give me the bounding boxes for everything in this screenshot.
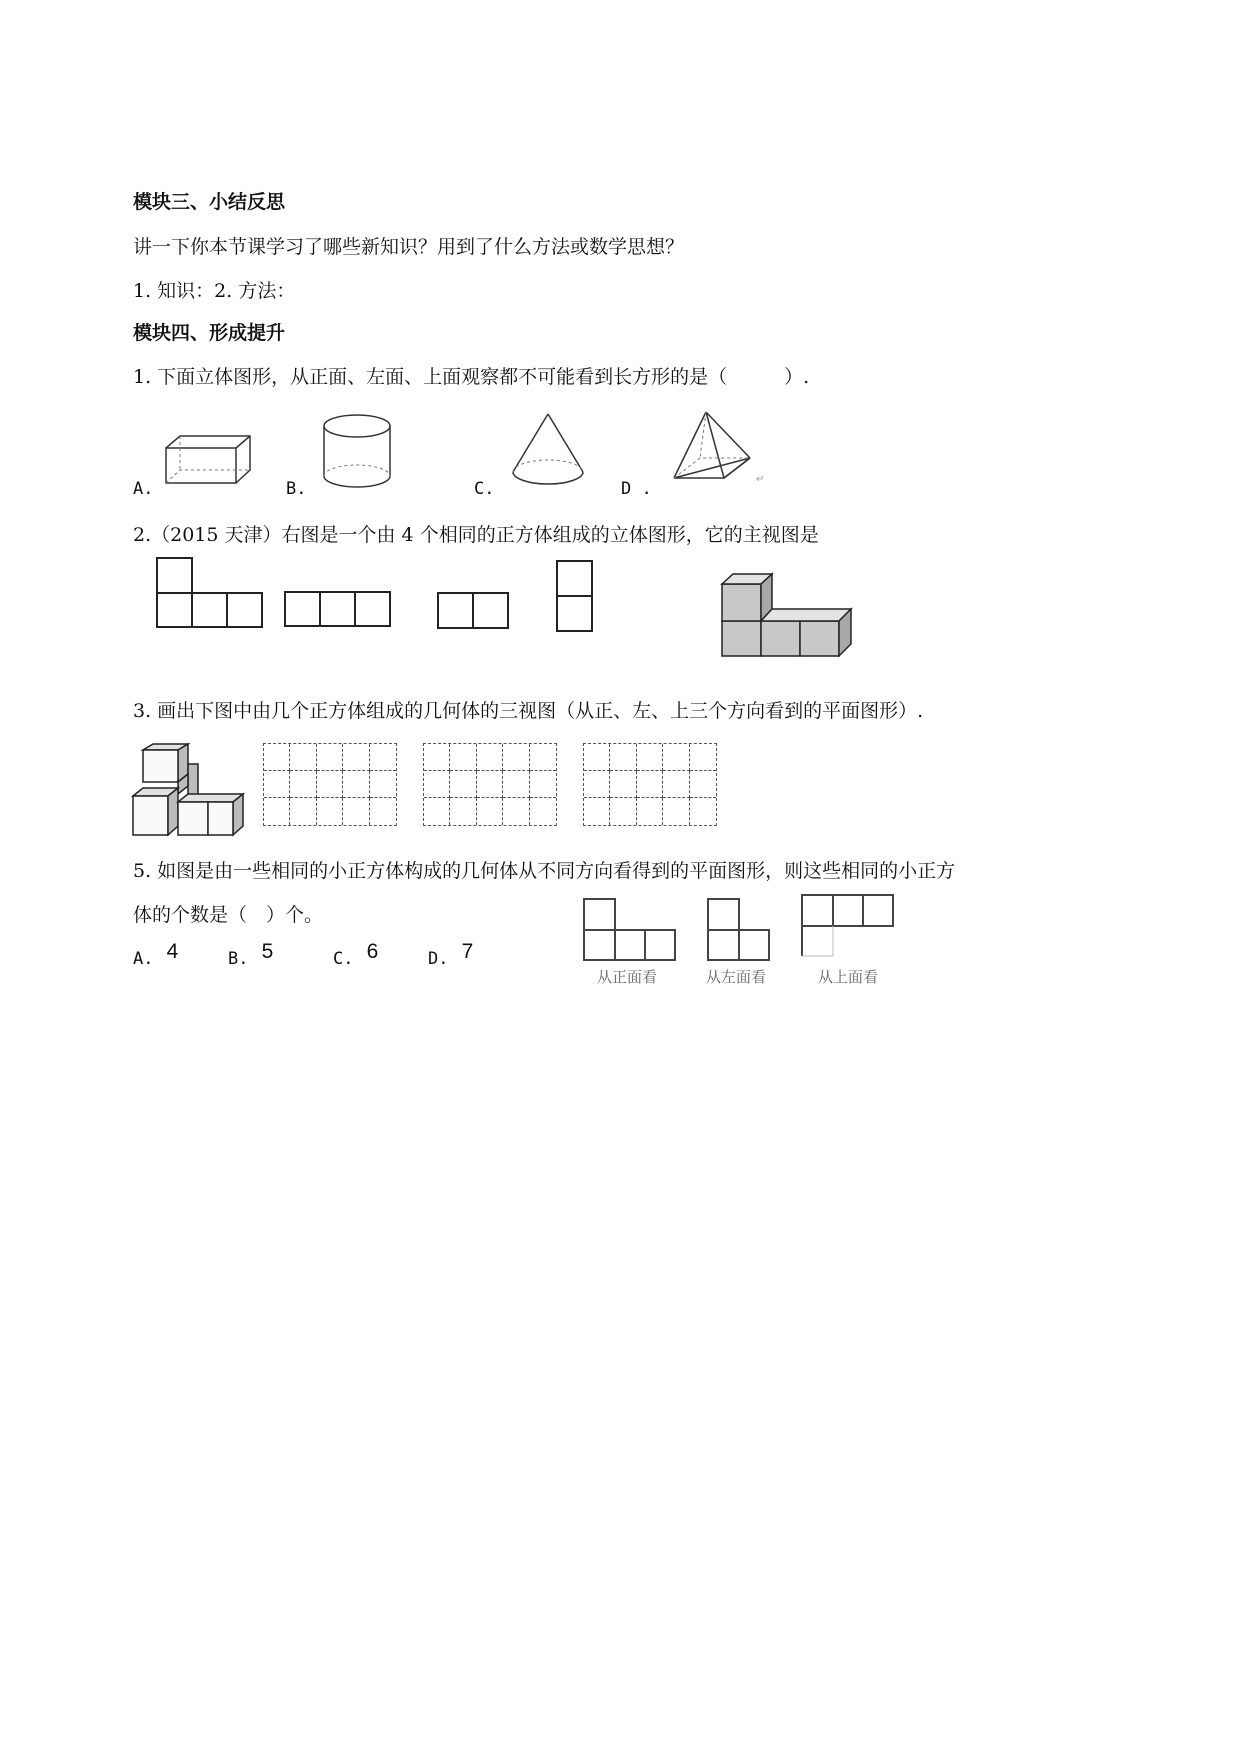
q5-option-a-value: 4 xyxy=(166,940,179,963)
pyramid-figure xyxy=(668,408,763,486)
q5-option-b[interactable] xyxy=(228,940,274,970)
question-2-text: 2.（2015 天津）右图是一个由 4 个相同的正方体组成的立体图形，它的主视图是 xyxy=(133,524,819,546)
q2-option-b-view xyxy=(283,590,393,630)
q2-option-c-view xyxy=(436,591,511,631)
q5-left-view-caption: 从左面看 xyxy=(706,968,767,986)
question-5-text-line2: 体的个数是（ ）个。 xyxy=(133,904,324,926)
module3-answer-line: 1. 知识：2. 方法： xyxy=(133,280,296,302)
q3-answer-grid-left[interactable] xyxy=(423,743,557,826)
q1-option-a-label: A. xyxy=(133,479,154,499)
q3-answer-grid-front[interactable] xyxy=(263,743,397,826)
module4-title: 模块四、形成提升 xyxy=(133,322,286,344)
q2-option-d-view xyxy=(555,559,595,634)
q5-option-c[interactable] xyxy=(333,940,379,970)
cuboid-figure xyxy=(160,430,255,490)
q5-top-view-caption: 从上面看 xyxy=(818,968,879,986)
q3-cube-solid xyxy=(131,744,256,839)
question-1-text: 1. 下面立体图形，从正面、左面、上面观察都不可能看到长方形的是（ ）. xyxy=(133,366,810,388)
q5-option-c-value: 6 xyxy=(366,940,379,963)
q5-front-view-caption: 从正面看 xyxy=(597,968,658,986)
q2-option-a-view xyxy=(155,556,265,631)
q1-option-b-label: B. xyxy=(286,479,307,499)
module3-title: 模块三、小结反思 xyxy=(133,191,286,213)
q5-left-view xyxy=(706,897,772,963)
q5-option-a[interactable] xyxy=(133,940,179,970)
svg-text:↵: ↵ xyxy=(756,474,765,485)
cone-figure xyxy=(508,410,588,492)
q2-cube-solid xyxy=(720,572,855,660)
module3-prompt: 讲一下你本节课学习了哪些新知识？用到了什么方法或数学思想？ xyxy=(133,236,685,258)
question-3-text: 3. 画出下图中由几个正方体组成的几何体的三视图（从正、左、上三个方向看到的平面图形）. xyxy=(133,700,924,722)
q5-option-a-letter: A. xyxy=(133,949,154,969)
q1-option-c-label: C. xyxy=(474,479,495,499)
q5-option-b-value: 5 xyxy=(261,940,274,963)
q5-option-b-letter: B. xyxy=(228,949,249,969)
q5-option-d-value: 7 xyxy=(461,940,474,963)
q5-option-d-letter: D. xyxy=(428,949,449,969)
q5-option-c-letter: C. xyxy=(333,949,354,969)
q3-answer-grid-top[interactable] xyxy=(583,743,717,826)
q5-front-view xyxy=(582,897,678,963)
q5-top-view xyxy=(800,893,896,959)
q1-option-d-label: D . xyxy=(621,479,652,499)
cylinder-figure xyxy=(320,412,395,492)
question-5-text-line1: 5. 如图是由一些相同的小正方体构成的几何体从不同方向看得到的平面图形，则这些相同的小正方 xyxy=(133,860,956,882)
q5-option-d[interactable] xyxy=(428,940,474,970)
